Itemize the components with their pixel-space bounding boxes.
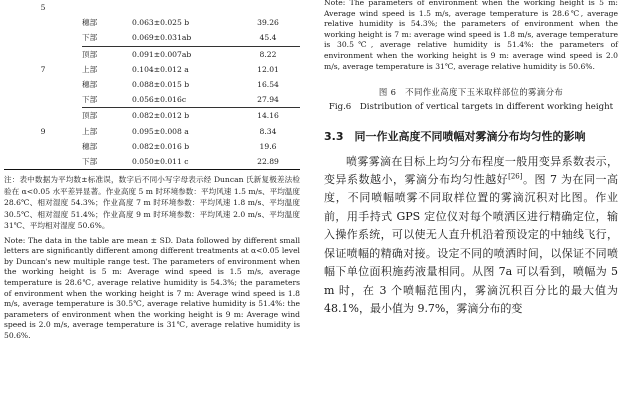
position-cell: 上部	[82, 64, 98, 74]
table-row	[4, 15, 300, 30]
position-cell: 穗部	[82, 80, 98, 90]
dispersion-cell: 19.6	[259, 141, 277, 151]
table-row	[4, 30, 300, 46]
height-cell	[4, 108, 82, 124]
value-cell: 0.069±0.031ab	[132, 33, 192, 43]
value-cell: 0.056±0.016c	[132, 95, 187, 105]
height-cell	[4, 30, 82, 46]
value-cell: 0.082±0.016 b	[132, 141, 190, 151]
height-cell: 5	[40, 3, 46, 13]
section-paragraph	[324, 153, 618, 319]
dispersion-cell: 22.89	[236, 154, 300, 170]
paragraph-text-part2: 。图 7 为在同一高度，不同喷幅喷雾不同取样位置的雾滴沉积对比图。作业前，用手持式 GPS 定位仪对每个喷洒区进行精确定位，输入操作系统，可以使无人直升机沿着预设定的中轴线飞行，保证喷幅的精确对接。设定不同的喷洒时间，以保证不同喷幅下单位面积施药液量相同。从图 7a 可以看到，喷幅为 5 m 时，在 3 个喷幅范围内，雾滴沉积百分比的最大值为 48.1%，最小值为 9.7%，雾滴分布的变	[324, 173, 619, 315]
dispersion-cell: 16.54	[257, 80, 279, 90]
dispersion-cell: 12.01	[257, 64, 279, 74]
dispersion-cell: 14.16	[236, 108, 300, 124]
right-column	[324, 0, 618, 410]
value-cell: 0.082±0.012 b	[132, 108, 236, 124]
table-note-cn: 注：表中数据为平均数±标准误，数字后不同小写字母表示经 Duncan 氏新复极差法检验在 α<0.05 水平差异显著。作业高度 5 m 时环境参数：平均风速 1.5 m/s、平均温度 28.6℃、相对湿度 54.3%；作业高度 7 m 时环境参数：平均风速 1.8 m/s、平均温度 30.5℃、相对湿度 51.4%；作业高度 9 m 时环境参数：平均风速 2.0 m/s、平均温度 31℃、平均相对湿度 50.6%。	[4, 175, 300, 231]
left-column	[2, 0, 306, 410]
table-row	[4, 108, 300, 124]
position-cell: 穗部	[82, 141, 98, 151]
dispersion-cell: 8.34	[259, 126, 277, 136]
value-cell: 0.088±0.015 b	[132, 80, 190, 90]
height-cell	[4, 15, 82, 30]
figure-caption-en: Fig.6 Distribution of vertical targets in different working height	[328, 102, 614, 113]
value-cell: 0.095±0.008 a	[132, 126, 189, 136]
dispersion-cell: 45.4	[259, 33, 277, 43]
height-cell	[4, 46, 82, 62]
dispersion-cell: 8.22	[236, 46, 300, 62]
table-note-en: Note: The data in the table are mean ± SD. Data followed by different small letters are significantly different among different treatments at α<0.05 level by Duncan's new multiple range test. The parameters of environment when the working height is 5 m: Average wind speed is 1.5 m/s, average temperature is 28.6℃, average relative humidity is 54.3%; the parameters of environment when the working height is 7 m: Average wind speed is 1.8 m/s, average temperature is 30.5℃, average relative humidity is 51.4%: the parameters of environment when the working height is 9 m: Average wind speed is 2.0 m/s, average temperature is 31℃, average relative humidity is 50.6%.	[4, 235, 300, 340]
value-cell: 0.091±0.007ab	[132, 46, 236, 62]
paragraph-text-part1: 喷雾雾滴在目标上均匀分布程度一般用变异系数表示，变异系数越小，雾滴分布均匀性越好	[324, 154, 618, 187]
position-cell	[82, 0, 132, 15]
position-cell: 顶部	[82, 46, 132, 62]
table-row	[4, 124, 300, 139]
table-row	[4, 62, 300, 77]
position-cell: 下部	[82, 154, 132, 170]
height-cell: 9	[40, 126, 46, 136]
height-cell	[4, 154, 82, 170]
table-body	[4, 0, 300, 170]
value-cell: 0.050±0.011 c	[132, 154, 236, 170]
table-row	[4, 46, 300, 62]
droplet-table	[4, 0, 300, 170]
position-cell: 下部	[82, 95, 98, 105]
dispersion-cell: 27.94	[257, 95, 279, 105]
dispersion-cell: 39.26	[257, 18, 279, 28]
height-cell	[4, 139, 82, 154]
dispersion-cell	[236, 0, 300, 15]
position-cell: 上部	[82, 126, 98, 136]
position-cell: 下部	[82, 33, 98, 43]
citation-ref: [26]	[508, 172, 523, 181]
height-cell	[4, 77, 82, 92]
position-cell: 顶部	[82, 108, 132, 124]
height-cell: 7	[40, 64, 46, 74]
section-title: 3.3 同一作业高度不同喷幅对雾滴分布均匀性的影响	[324, 129, 586, 143]
position-cell: 穗部	[82, 18, 98, 28]
value-cell	[132, 0, 236, 15]
value-cell: 0.104±0.012 a	[132, 64, 189, 74]
table-row	[4, 77, 300, 92]
value-cell: 0.063±0.025 b	[132, 18, 190, 28]
table-row	[4, 92, 300, 108]
figure-note-en: Note: The parameters of environment when the working height is 5 m: Average wind speed is 1.5 m/s, average temperature is 28.6℃, average relative humidity is 54.3%; the parameters of environment when the working height is 7 m: average wind speed is 1.8 m/s, average temperature is 30.5℃, average relative humidity is 51.4%: the parameters of environment when the working height is 9 m: average wind speed is 2.0 m/s, average temperature is 31℃, average relative humidity is 50.6%.	[324, 0, 618, 71]
height-cell	[4, 92, 82, 108]
table-row	[4, 139, 300, 154]
figure-caption-cn: 图 6 不同作业高度下玉米取样部位的雾滴分布	[378, 87, 564, 98]
table-row	[4, 0, 300, 15]
table-row	[4, 154, 300, 170]
